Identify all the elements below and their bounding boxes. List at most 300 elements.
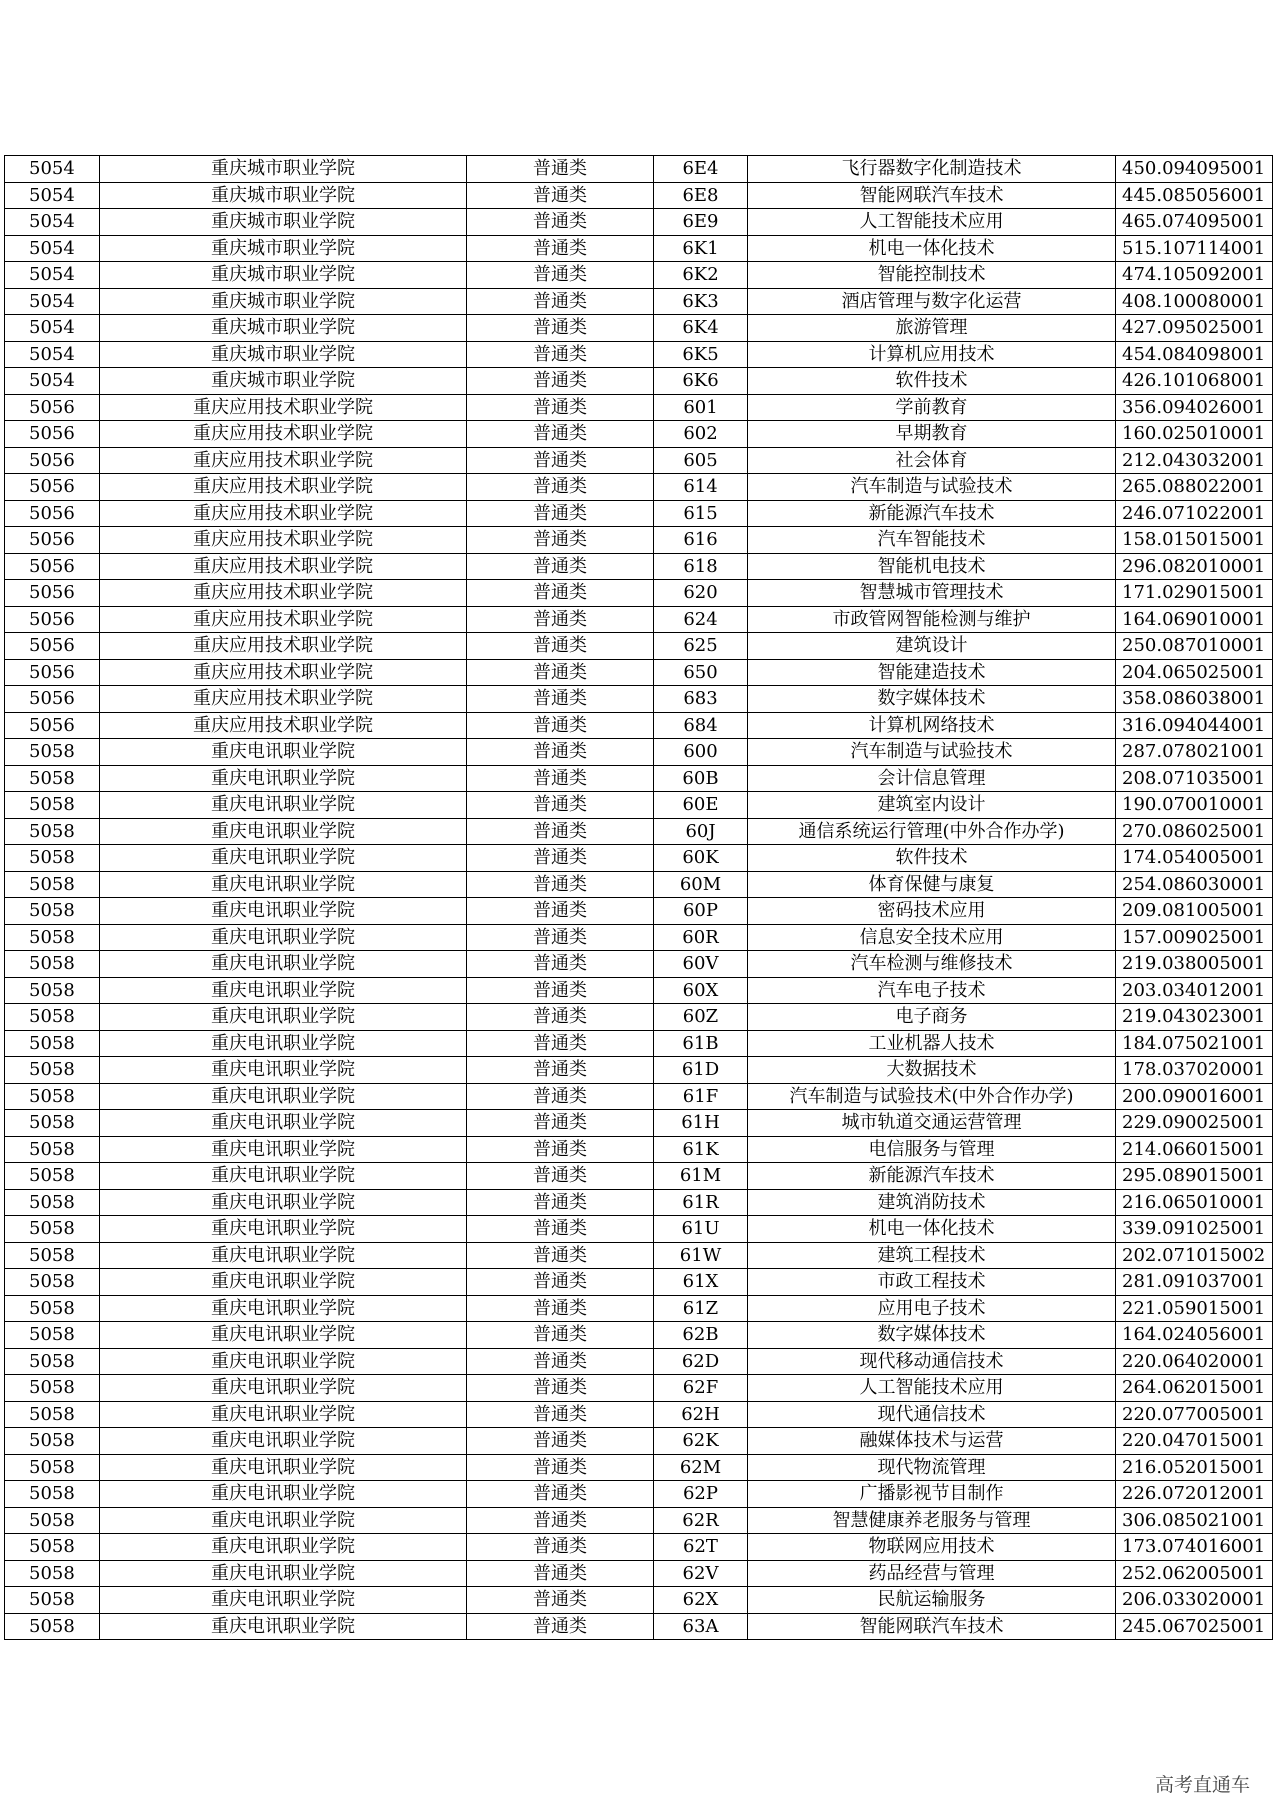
school-code-cell: 5058 [5, 1428, 100, 1455]
major-name-cell: 城市轨道交通运营管理 [748, 1110, 1116, 1137]
score-cell: 216.065010001 [1116, 1189, 1273, 1216]
score-cell: 254.086030001 [1116, 871, 1273, 898]
major-code-cell: 60P [654, 898, 748, 925]
category-cell: 普通类 [467, 447, 654, 474]
major-code-cell: 6E4 [654, 156, 748, 183]
score-cell: 202.071015002 [1116, 1242, 1273, 1269]
major-name-cell: 电信服务与管理 [748, 1136, 1116, 1163]
table-row [5, 871, 1273, 898]
score-cell: 184.075021001 [1116, 1030, 1273, 1057]
major-code-cell: 61U [654, 1216, 748, 1243]
major-name-cell: 酒店管理与数字化运营 [748, 288, 1116, 315]
score-cell: 214.066015001 [1116, 1136, 1273, 1163]
school-code-cell: 5058 [5, 1004, 100, 1031]
school-name-cell: 重庆应用技术职业学院 [100, 447, 467, 474]
table-row [5, 447, 1273, 474]
school-code-cell: 5058 [5, 1560, 100, 1587]
table-row [5, 1216, 1273, 1243]
school-name-cell: 重庆城市职业学院 [100, 182, 467, 209]
school-code-cell: 5058 [5, 845, 100, 872]
school-code-cell: 5058 [5, 1507, 100, 1534]
table-row [5, 765, 1273, 792]
score-cell: 174.054005001 [1116, 845, 1273, 872]
table-row [5, 845, 1273, 872]
category-cell: 普通类 [467, 421, 654, 448]
school-code-cell: 5058 [5, 1163, 100, 1190]
score-cell: 226.072012001 [1116, 1481, 1273, 1508]
category-cell: 普通类 [467, 712, 654, 739]
school-code-cell: 5056 [5, 527, 100, 554]
category-cell: 普通类 [467, 1295, 654, 1322]
score-cell: 203.034012001 [1116, 977, 1273, 1004]
major-name-cell: 大数据技术 [748, 1057, 1116, 1084]
school-code-cell: 5058 [5, 1587, 100, 1614]
category-cell: 普通类 [467, 1560, 654, 1587]
table-row [5, 898, 1273, 925]
major-name-cell: 软件技术 [748, 845, 1116, 872]
major-code-cell: 6E8 [654, 182, 748, 209]
major-code-cell: 61D [654, 1057, 748, 1084]
school-name-cell: 重庆电讯职业学院 [100, 1534, 467, 1561]
category-cell: 普通类 [467, 1163, 654, 1190]
major-name-cell: 汽车电子技术 [748, 977, 1116, 1004]
score-cell: 356.094026001 [1116, 394, 1273, 421]
major-code-cell: 60M [654, 871, 748, 898]
table-row [5, 1163, 1273, 1190]
school-code-cell: 5056 [5, 686, 100, 713]
table-row [5, 739, 1273, 766]
major-code-cell: 61Z [654, 1295, 748, 1322]
major-name-cell: 智能网联汽车技术 [748, 182, 1116, 209]
major-name-cell: 数字媒体技术 [748, 686, 1116, 713]
category-cell: 普通类 [467, 1057, 654, 1084]
major-name-cell: 建筑室内设计 [748, 792, 1116, 819]
major-name-cell: 建筑设计 [748, 633, 1116, 660]
major-code-cell: 61R [654, 1189, 748, 1216]
major-code-cell: 684 [654, 712, 748, 739]
category-cell: 普通类 [467, 156, 654, 183]
school-code-cell: 5054 [5, 156, 100, 183]
table-row [5, 924, 1273, 951]
major-code-cell: 61M [654, 1163, 748, 1190]
table-row [5, 1375, 1273, 1402]
table-row [5, 1613, 1273, 1640]
table-row [5, 818, 1273, 845]
major-name-cell: 机电一体化技术 [748, 235, 1116, 262]
category-cell: 普通类 [467, 1110, 654, 1137]
school-code-cell: 5058 [5, 871, 100, 898]
major-name-cell: 应用电子技术 [748, 1295, 1116, 1322]
school-name-cell: 重庆电讯职业学院 [100, 792, 467, 819]
school-code-cell: 5058 [5, 1481, 100, 1508]
major-name-cell: 飞行器数字化制造技术 [748, 156, 1116, 183]
table-row [5, 1454, 1273, 1481]
school-name-cell: 重庆城市职业学院 [100, 288, 467, 315]
school-code-cell: 5058 [5, 898, 100, 925]
school-code-cell: 5056 [5, 447, 100, 474]
school-code-cell: 5058 [5, 739, 100, 766]
score-cell: 296.082010001 [1116, 553, 1273, 580]
major-code-cell: 60B [654, 765, 748, 792]
score-cell: 281.091037001 [1116, 1269, 1273, 1296]
score-cell: 209.081005001 [1116, 898, 1273, 925]
major-name-cell: 信息安全技术应用 [748, 924, 1116, 951]
major-code-cell: 615 [654, 500, 748, 527]
category-cell: 普通类 [467, 606, 654, 633]
category-cell: 普通类 [467, 898, 654, 925]
school-code-cell: 5058 [5, 1242, 100, 1269]
category-cell: 普通类 [467, 792, 654, 819]
score-cell: 358.086038001 [1116, 686, 1273, 713]
school-code-cell: 5054 [5, 182, 100, 209]
major-code-cell: 6K3 [654, 288, 748, 315]
major-name-cell: 人工智能技术应用 [748, 209, 1116, 236]
school-name-cell: 重庆电讯职业学院 [100, 1030, 467, 1057]
table-row [5, 659, 1273, 686]
school-name-cell: 重庆电讯职业学院 [100, 1507, 467, 1534]
score-cell: 245.067025001 [1116, 1613, 1273, 1640]
score-cell: 220.077005001 [1116, 1401, 1273, 1428]
table-row [5, 500, 1273, 527]
table-row [5, 951, 1273, 978]
school-name-cell: 重庆电讯职业学院 [100, 1322, 467, 1349]
major-name-cell: 人工智能技术应用 [748, 1375, 1116, 1402]
school-code-cell: 5058 [5, 1613, 100, 1640]
major-name-cell: 融媒体技术与运营 [748, 1428, 1116, 1455]
major-name-cell: 通信系统运行管理(中外合作办学) [748, 818, 1116, 845]
category-cell: 普通类 [467, 288, 654, 315]
major-code-cell: 616 [654, 527, 748, 554]
school-name-cell: 重庆城市职业学院 [100, 315, 467, 342]
school-name-cell: 重庆电讯职业学院 [100, 1401, 467, 1428]
major-name-cell: 民航运输服务 [748, 1587, 1116, 1614]
major-code-cell: 624 [654, 606, 748, 633]
category-cell: 普通类 [467, 1189, 654, 1216]
school-code-cell: 5056 [5, 659, 100, 686]
table-row [5, 341, 1273, 368]
major-name-cell: 智能建造技术 [748, 659, 1116, 686]
school-code-cell: 5058 [5, 792, 100, 819]
major-code-cell: 62M [654, 1454, 748, 1481]
major-code-cell: 61W [654, 1242, 748, 1269]
major-name-cell: 数字媒体技术 [748, 1322, 1116, 1349]
school-name-cell: 重庆应用技术职业学院 [100, 606, 467, 633]
major-code-cell: 62B [654, 1322, 748, 1349]
major-name-cell: 密码技术应用 [748, 898, 1116, 925]
major-code-cell: 6K5 [654, 341, 748, 368]
table-row [5, 1348, 1273, 1375]
major-name-cell: 汽车智能技术 [748, 527, 1116, 554]
table-row [5, 1057, 1273, 1084]
school-name-cell: 重庆电讯职业学院 [100, 1560, 467, 1587]
major-name-cell: 机电一体化技术 [748, 1216, 1116, 1243]
category-cell: 普通类 [467, 686, 654, 713]
table-row [5, 1269, 1273, 1296]
score-cell: 220.064020001 [1116, 1348, 1273, 1375]
category-cell: 普通类 [467, 1322, 654, 1349]
school-name-cell: 重庆电讯职业学院 [100, 924, 467, 951]
school-name-cell: 重庆电讯职业学院 [100, 1136, 467, 1163]
score-cell: 164.024056001 [1116, 1322, 1273, 1349]
major-code-cell: 60Z [654, 1004, 748, 1031]
school-code-cell: 5058 [5, 1189, 100, 1216]
category-cell: 普通类 [467, 394, 654, 421]
category-cell: 普通类 [467, 951, 654, 978]
major-code-cell: 62X [654, 1587, 748, 1614]
school-code-cell: 5058 [5, 951, 100, 978]
major-code-cell: 62T [654, 1534, 748, 1561]
table-row [5, 1507, 1273, 1534]
score-cell: 219.038005001 [1116, 951, 1273, 978]
score-cell: 426.101068001 [1116, 368, 1273, 395]
major-name-cell: 智能机电技术 [748, 553, 1116, 580]
school-name-cell: 重庆应用技术职业学院 [100, 474, 467, 501]
school-name-cell: 重庆电讯职业学院 [100, 871, 467, 898]
score-cell: 295.089015001 [1116, 1163, 1273, 1190]
school-name-cell: 重庆城市职业学院 [100, 209, 467, 236]
major-name-cell: 建筑工程技术 [748, 1242, 1116, 1269]
major-name-cell: 建筑消防技术 [748, 1189, 1116, 1216]
major-name-cell: 智慧城市管理技术 [748, 580, 1116, 607]
category-cell: 普通类 [467, 368, 654, 395]
score-cell: 515.107114001 [1116, 235, 1273, 262]
category-cell: 普通类 [467, 1136, 654, 1163]
major-name-cell: 新能源汽车技术 [748, 500, 1116, 527]
school-code-cell: 5058 [5, 924, 100, 951]
school-code-cell: 5058 [5, 1136, 100, 1163]
score-cell: 250.087010001 [1116, 633, 1273, 660]
score-cell: 252.062005001 [1116, 1560, 1273, 1587]
school-code-cell: 5058 [5, 1030, 100, 1057]
major-code-cell: 625 [654, 633, 748, 660]
school-name-cell: 重庆城市职业学院 [100, 341, 467, 368]
school-code-cell: 5058 [5, 1375, 100, 1402]
table-row [5, 1083, 1273, 1110]
school-name-cell: 重庆电讯职业学院 [100, 1613, 467, 1640]
school-name-cell: 重庆电讯职业学院 [100, 1454, 467, 1481]
table-row [5, 1401, 1273, 1428]
score-cell: 221.059015001 [1116, 1295, 1273, 1322]
school-code-cell: 5056 [5, 394, 100, 421]
major-code-cell: 60X [654, 977, 748, 1004]
school-code-cell: 5054 [5, 341, 100, 368]
major-code-cell: 620 [654, 580, 748, 607]
major-code-cell: 6K4 [654, 315, 748, 342]
score-cell: 171.029015001 [1116, 580, 1273, 607]
school-code-cell: 5056 [5, 712, 100, 739]
table-row [5, 1242, 1273, 1269]
major-code-cell: 62V [654, 1560, 748, 1587]
school-code-cell: 5056 [5, 553, 100, 580]
major-name-cell: 现代物流管理 [748, 1454, 1116, 1481]
major-code-cell: 62D [654, 1348, 748, 1375]
school-code-cell: 5058 [5, 1454, 100, 1481]
major-name-cell: 市政管网智能检测与维护 [748, 606, 1116, 633]
category-cell: 普通类 [467, 739, 654, 766]
school-name-cell: 重庆城市职业学院 [100, 262, 467, 289]
category-cell: 普通类 [467, 924, 654, 951]
score-cell: 220.047015001 [1116, 1428, 1273, 1455]
table-row [5, 315, 1273, 342]
school-code-cell: 5056 [5, 474, 100, 501]
school-code-cell: 5058 [5, 1401, 100, 1428]
school-code-cell: 5056 [5, 421, 100, 448]
score-cell: 229.090025001 [1116, 1110, 1273, 1137]
school-name-cell: 重庆应用技术职业学院 [100, 527, 467, 554]
major-code-cell: 602 [654, 421, 748, 448]
major-name-cell: 学前教育 [748, 394, 1116, 421]
score-cell: 465.074095001 [1116, 209, 1273, 236]
school-name-cell: 重庆城市职业学院 [100, 368, 467, 395]
score-cell: 164.069010001 [1116, 606, 1273, 633]
school-name-cell: 重庆电讯职业学院 [100, 1242, 467, 1269]
table-row [5, 262, 1273, 289]
school-name-cell: 重庆电讯职业学院 [100, 1163, 467, 1190]
table-row [5, 686, 1273, 713]
category-cell: 普通类 [467, 1216, 654, 1243]
major-code-cell: 683 [654, 686, 748, 713]
major-code-cell: 63A [654, 1613, 748, 1640]
school-name-cell: 重庆电讯职业学院 [100, 898, 467, 925]
school-name-cell: 重庆电讯职业学院 [100, 977, 467, 1004]
major-code-cell: 6K1 [654, 235, 748, 262]
table-row [5, 288, 1273, 315]
school-name-cell: 重庆电讯职业学院 [100, 1083, 467, 1110]
school-code-cell: 5054 [5, 262, 100, 289]
major-name-cell: 现代通信技术 [748, 1401, 1116, 1428]
category-cell: 普通类 [467, 1083, 654, 1110]
category-cell: 普通类 [467, 818, 654, 845]
table-row [5, 1004, 1273, 1031]
school-name-cell: 重庆电讯职业学院 [100, 1295, 467, 1322]
school-code-cell: 5054 [5, 235, 100, 262]
school-name-cell: 重庆应用技术职业学院 [100, 633, 467, 660]
major-code-cell: 601 [654, 394, 748, 421]
table-row [5, 235, 1273, 262]
major-code-cell: 61B [654, 1030, 748, 1057]
table-row [5, 712, 1273, 739]
school-code-cell: 5056 [5, 580, 100, 607]
school-name-cell: 重庆应用技术职业学院 [100, 580, 467, 607]
school-name-cell: 重庆应用技术职业学院 [100, 421, 467, 448]
category-cell: 普通类 [467, 1004, 654, 1031]
table-row [5, 1534, 1273, 1561]
major-code-cell: 62F [654, 1375, 748, 1402]
table-row [5, 182, 1273, 209]
table-row [5, 394, 1273, 421]
table-row [5, 368, 1273, 395]
table-row [5, 527, 1273, 554]
major-name-cell: 会计信息管理 [748, 765, 1116, 792]
major-name-cell: 汽车制造与试验技术 [748, 474, 1116, 501]
major-code-cell: 62R [654, 1507, 748, 1534]
category-cell: 普通类 [467, 633, 654, 660]
major-name-cell: 现代移动通信技术 [748, 1348, 1116, 1375]
major-code-cell: 618 [654, 553, 748, 580]
score-cell: 160.025010001 [1116, 421, 1273, 448]
major-name-cell: 市政工程技术 [748, 1269, 1116, 1296]
score-cell: 206.033020001 [1116, 1587, 1273, 1614]
major-code-cell: 60R [654, 924, 748, 951]
score-cell: 204.065025001 [1116, 659, 1273, 686]
school-name-cell: 重庆电讯职业学院 [100, 1057, 467, 1084]
school-code-cell: 5056 [5, 633, 100, 660]
score-cell: 200.090016001 [1116, 1083, 1273, 1110]
school-name-cell: 重庆电讯职业学院 [100, 1110, 467, 1137]
school-name-cell: 重庆电讯职业学院 [100, 765, 467, 792]
major-code-cell: 62H [654, 1401, 748, 1428]
major-name-cell: 物联网应用技术 [748, 1534, 1116, 1561]
school-name-cell: 重庆电讯职业学院 [100, 1189, 467, 1216]
major-name-cell: 汽车检测与维修技术 [748, 951, 1116, 978]
category-cell: 普通类 [467, 1269, 654, 1296]
school-code-cell: 5054 [5, 368, 100, 395]
school-name-cell: 重庆城市职业学院 [100, 235, 467, 262]
score-cell: 219.043023001 [1116, 1004, 1273, 1031]
school-name-cell: 重庆城市职业学院 [100, 156, 467, 183]
table-row [5, 633, 1273, 660]
school-code-cell: 5058 [5, 1110, 100, 1137]
major-code-cell: 6K6 [654, 368, 748, 395]
category-cell: 普通类 [467, 341, 654, 368]
category-cell: 普通类 [467, 1401, 654, 1428]
category-cell: 普通类 [467, 1375, 654, 1402]
school-name-cell: 重庆应用技术职业学院 [100, 712, 467, 739]
category-cell: 普通类 [467, 474, 654, 501]
major-code-cell: 650 [654, 659, 748, 686]
major-name-cell: 广播影视节目制作 [748, 1481, 1116, 1508]
score-cell: 157.009025001 [1116, 924, 1273, 951]
major-code-cell: 60J [654, 818, 748, 845]
major-code-cell: 60E [654, 792, 748, 819]
major-name-cell: 智慧健康养老服务与管理 [748, 1507, 1116, 1534]
table-row [5, 1587, 1273, 1614]
score-cell: 450.094095001 [1116, 156, 1273, 183]
category-cell: 普通类 [467, 1613, 654, 1640]
score-cell: 173.074016001 [1116, 1534, 1273, 1561]
score-cell: 316.094044001 [1116, 712, 1273, 739]
table-row [5, 580, 1273, 607]
school-code-cell: 5058 [5, 1348, 100, 1375]
school-name-cell: 重庆电讯职业学院 [100, 1216, 467, 1243]
score-cell: 265.088022001 [1116, 474, 1273, 501]
category-cell: 普通类 [467, 1428, 654, 1455]
major-code-cell: 60V [654, 951, 748, 978]
category-cell: 普通类 [467, 235, 654, 262]
major-name-cell: 新能源汽车技术 [748, 1163, 1116, 1190]
major-name-cell: 计算机应用技术 [748, 341, 1116, 368]
school-code-cell: 5058 [5, 818, 100, 845]
score-cell: 216.052015001 [1116, 1454, 1273, 1481]
table-body [5, 156, 1273, 1640]
category-cell: 普通类 [467, 1534, 654, 1561]
school-code-cell: 5058 [5, 1534, 100, 1561]
category-cell: 普通类 [467, 1507, 654, 1534]
score-cell: 246.071022001 [1116, 500, 1273, 527]
school-name-cell: 重庆应用技术职业学院 [100, 500, 467, 527]
category-cell: 普通类 [467, 553, 654, 580]
table-row [5, 474, 1273, 501]
major-code-cell: 61H [654, 1110, 748, 1137]
school-code-cell: 5058 [5, 1322, 100, 1349]
category-cell: 普通类 [467, 1587, 654, 1614]
school-name-cell: 重庆应用技术职业学院 [100, 394, 467, 421]
category-cell: 普通类 [467, 527, 654, 554]
major-name-cell: 早期教育 [748, 421, 1116, 448]
school-code-cell: 5058 [5, 1083, 100, 1110]
score-cell: 178.037020001 [1116, 1057, 1273, 1084]
score-cell: 339.091025001 [1116, 1216, 1273, 1243]
